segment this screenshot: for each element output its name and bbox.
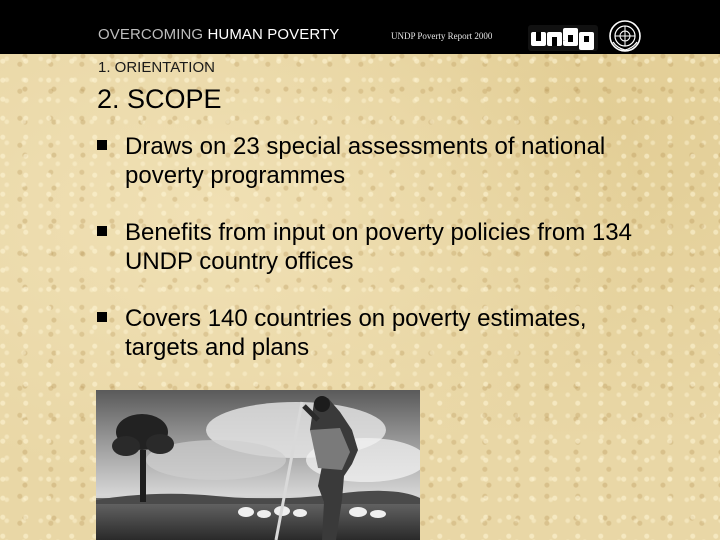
undp-logo-icon xyxy=(528,25,598,51)
header-bar xyxy=(0,0,720,54)
section-label: 1. ORIENTATION xyxy=(98,59,215,76)
report-title-strong: HUMAN POVERTY xyxy=(207,26,340,43)
report-title xyxy=(98,26,339,43)
bullet-text: Benefits from input on poverty policies from 134 UNDP country offices xyxy=(125,219,632,275)
slide-title: 2. SCOPE xyxy=(97,84,222,114)
bullet-text: Covers 140 countries on poverty estimates, targets and plans xyxy=(125,305,587,361)
report-name: UNDP Poverty Report 2000 xyxy=(391,31,493,41)
un-emblem-icon xyxy=(609,20,641,52)
square-bullet-icon xyxy=(97,226,107,236)
report-title-light: OVERCOMING xyxy=(98,26,204,43)
undp-logo-text: undp xyxy=(563,41,566,42)
square-bullet-icon xyxy=(97,312,107,322)
bullet-text: Draws on 23 special assessments of national poverty programmes xyxy=(125,133,606,189)
square-bullet-icon xyxy=(97,140,107,150)
herder-photo xyxy=(96,390,420,540)
